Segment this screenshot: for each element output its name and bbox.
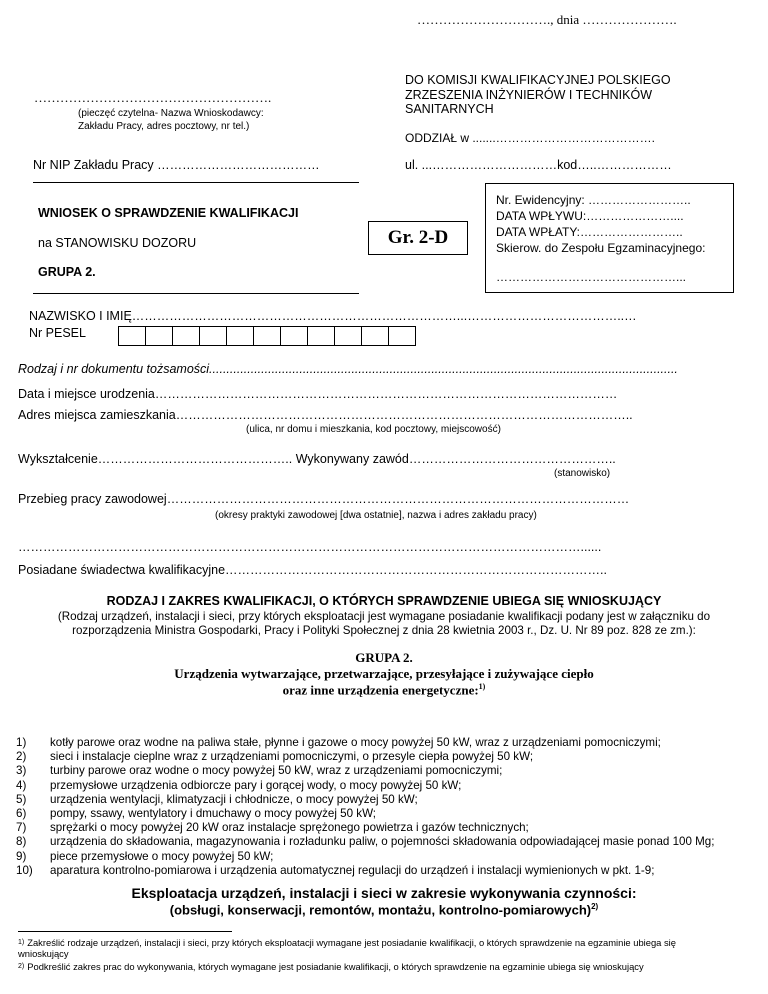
registry-received-date[interactable]: DATA WPŁYWU:………………….... — [496, 209, 684, 223]
footnote-2 — [18, 961, 718, 972]
certificates-field[interactable]: Posiadane świadectwa kwalifikacyjne……………………………………………………………………………….. — [18, 563, 607, 577]
list-item-text: aparatura kontrolno-pomiarowa i urządzenia automatycznej regulacji do urządzeń i instalacji wymienionych w pkt. 1-9; — [50, 863, 655, 877]
list-item[interactable] — [16, 835, 724, 849]
list-item[interactable] — [16, 736, 724, 750]
form-title: WNIOSEK O SPRAWDZENIE KWALIFIKACJI — [38, 206, 299, 220]
address-ul-field[interactable]: ul. ...…………………………kod…..……………… — [405, 158, 672, 172]
list-item-text: sprężarki o mocy powyżej 20 kW oraz instalacje sprężonego powietrza i gazów technicznych; — [50, 821, 529, 835]
residence-field[interactable]: Adres miejsca zamieszkania……………………………………………………………………………………………….. — [18, 408, 633, 422]
career-field-continued[interactable]: ………………………………………………………………………………………………………………………...... — [18, 540, 602, 554]
list-item-text: pompy, ssawy, wentylatory i dmuchawy o mocy powyżej 50 kW; — [50, 807, 377, 821]
list-item[interactable] — [16, 793, 724, 807]
pesel-digit[interactable] — [334, 326, 362, 346]
divider-bottom — [33, 293, 359, 294]
list-item-text: kotły parowe oraz wodne na paliwa stałe, płynne i gazowe o mocy powyżej 50 kW, wraz z urządzeniami pomocniczymi; — [50, 736, 661, 749]
pesel-digit[interactable] — [226, 326, 254, 346]
list-item-number: 5) — [16, 792, 27, 806]
education-field[interactable]: Wykształcenie……………………………………….. Wykonywany zawód………………………………………….. — [18, 452, 616, 466]
group-badge — [368, 221, 468, 255]
list-item[interactable] — [16, 864, 724, 878]
list-item-number: 7) — [16, 821, 27, 835]
group-title: GRUPA 2. — [355, 650, 413, 665]
position-note: (stanowisko) — [554, 468, 611, 479]
footnote-separator — [18, 931, 232, 932]
group-subtitle-2 — [0, 682, 768, 698]
list-item-number: 4) — [16, 778, 27, 792]
operation-heading-2 — [0, 902, 768, 917]
date-line[interactable]: …………………………., dnia …………………. — [417, 12, 677, 27]
list-item-number: 3) — [16, 764, 27, 778]
addressee-line-2: ZRZESZENIA INŻYNIERÓW I TECHNIKÓW — [405, 87, 653, 102]
list-item-number: 9) — [16, 849, 27, 863]
registry-payment-date[interactable]: DATA WPŁATY:…………………….. — [496, 225, 683, 239]
list-item-number: 6) — [16, 807, 27, 821]
pesel-digit[interactable] — [361, 326, 389, 346]
pesel-digit[interactable] — [118, 326, 146, 346]
registry-number[interactable]: Nr. Ewidencyjny: …………………….. — [496, 193, 691, 207]
name-field[interactable]: NAZWISKO I IMIĘ……………………………………………………………………...………………………………..… — [29, 309, 637, 323]
footnote-2-text: Podkreślić zakres prac do wykonywania, których wymagane jest posiadanie kwalifikacji, o których sprawdzenie na egzaminie ubiega się wnioskujący — [27, 961, 644, 972]
career-note: (okresy praktyki zawodowej [dwa ostatnie], nazwa i adres zakładu pracy) — [215, 510, 537, 521]
list-item-text: piece przemysłowe o mocy powyżej 50 kW; — [50, 849, 274, 863]
addressee-line-3: SANITARNYCH — [405, 102, 494, 116]
pesel-digit[interactable] — [280, 326, 308, 346]
list-item-number: 8) — [16, 835, 27, 849]
list-item-text: przemysłowe urządzenia odbiorcze pary i gorącej wody, o mocy powyżej 50 kW; — [50, 778, 462, 792]
pesel-digit[interactable] — [145, 326, 173, 346]
equipment-list — [16, 736, 724, 878]
stamp-label-2: Zakładu Pracy, adres pocztowy, nr tel.) — [78, 121, 250, 132]
stamp-field[interactable]: ………………………………………………. — [34, 90, 272, 105]
oddzial-field[interactable]: ODDZIAŁ w .......…………………………………. — [405, 131, 656, 145]
registry-box — [485, 183, 734, 293]
residence-note: (ulica, nr domu i mieszkania, kod pocztowy, miejscowość) — [246, 424, 501, 435]
list-item-text: urządzenia wentylacji, klimatyzacji i chłodnicze, o mocy powyżej 50 kW; — [50, 792, 418, 806]
registry-referral-field[interactable]: ………………………………………... — [496, 270, 687, 284]
addressee — [405, 73, 671, 117]
list-item-text: sieci i instalacje cieplne wraz z urządzeniami pomocniczymi, o przesyle ciepła powyżej 50 kW; — [50, 750, 534, 764]
pesel-boxes[interactable] — [119, 326, 416, 346]
id-document-field[interactable]: Rodzaj i nr dokumentu tożsamości....................................................................................................................................... — [18, 362, 678, 376]
pesel-digit[interactable] — [307, 326, 335, 346]
scope-note-1: (Rodzaj urządzeń, instalacji i sieci, przy których eksploatacji jest wymagane posiadanie kwalifikacji podany jest w załączniku do — [57, 610, 711, 623]
registry-referral: Skierow. do Zespołu Egzaminacyjnego: — [496, 241, 706, 255]
list-item[interactable] — [16, 850, 724, 864]
position-label: na STANOWISKU DOZORU — [38, 236, 197, 250]
pesel-digit[interactable] — [172, 326, 200, 346]
stamp-label-1: (pieczęć czytelna- Nazwa Wnioskodawcy: — [78, 108, 264, 119]
nip-field[interactable]: Nr NIP Zakładu Pracy ………………………………… — [33, 158, 320, 172]
list-item[interactable] — [16, 821, 724, 835]
pesel-digit[interactable] — [199, 326, 227, 346]
list-item-number: 2) — [16, 750, 27, 764]
career-field[interactable]: Przebieg pracy zawodowej………………………………………………………………………………………………… — [18, 492, 630, 506]
footnote-1 — [18, 937, 718, 959]
group-subtitle-2-text: oraz inne urządzenia energetyczne: — [282, 682, 479, 698]
footnote-2-mark: 2) — [18, 963, 25, 970]
list-item-number: 10) — [16, 863, 33, 877]
birth-field[interactable]: Data i miejsce urodzenia………………………………………………………………………………………………… — [18, 387, 618, 401]
scope-note-2: rozporządzenia Ministra Gospodarki, Pracy i Polityki Społecznej z dnia 28 kwietnia 2003 r., Dz. U. Nr 89 poz. 828 ze zm.): — [72, 624, 696, 637]
list-item[interactable] — [16, 807, 724, 821]
list-item-number: 1) — [16, 736, 27, 749]
footnote-ref-1: 1) — [478, 682, 486, 691]
addressee-line-1: DO KOMISJI KWALIFIKACYJNEJ POLSKIEGO — [405, 73, 671, 87]
list-item[interactable] — [16, 764, 724, 778]
group-subtitle-1: Urządzenia wytwarzające, przetwarzające, przesyłające i zużywające ciepło — [174, 666, 594, 681]
pesel-digit[interactable] — [388, 326, 416, 346]
pesel-label: Nr PESEL — [29, 326, 86, 340]
operation-heading-1: Eksploatacja urządzeń, instalacji i sieci w zakresie wykonywania czynności: — [131, 885, 637, 901]
list-item-text: turbiny parowe oraz wodne o mocy powyżej 50 kW, wraz z urządzeniami pomocniczymi; — [50, 764, 503, 778]
group-badge-text: Gr. 2-D — [387, 227, 449, 248]
footnote-1-text: Zakreślić rodzaje urządzeń, instalacji i sieci, przy których eksploatacji wymagane jest posiadanie kwalifikacji, o których sprawdzenie na egzaminie ubiega się wnioskujący — [18, 937, 676, 959]
footnote-1-mark: 1) — [18, 939, 25, 946]
divider-top — [33, 182, 359, 183]
group-label: GRUPA 2. — [38, 265, 96, 279]
list-item[interactable] — [16, 750, 724, 764]
pesel-digit[interactable] — [253, 326, 281, 346]
list-item[interactable] — [16, 779, 724, 793]
scope-heading: RODZAJ I ZAKRES KWALIFIKACJI, O KTÓRYCH SPRAWDZENIE UBIEGA SIĘ WNIOSKUJĄCY — [106, 594, 662, 608]
operation-heading-2-text: (obsługi, konserwacji, remontów, montażu, kontrolno-pomiarowych) — [169, 902, 592, 918]
list-item-text: urządzenia do składowania, magazynowania i rozładunku paliw, o pojemności składowania odpowiadającej masie ponad 100 Mg; — [50, 835, 715, 849]
footnote-ref-2: 2) — [591, 902, 599, 911]
